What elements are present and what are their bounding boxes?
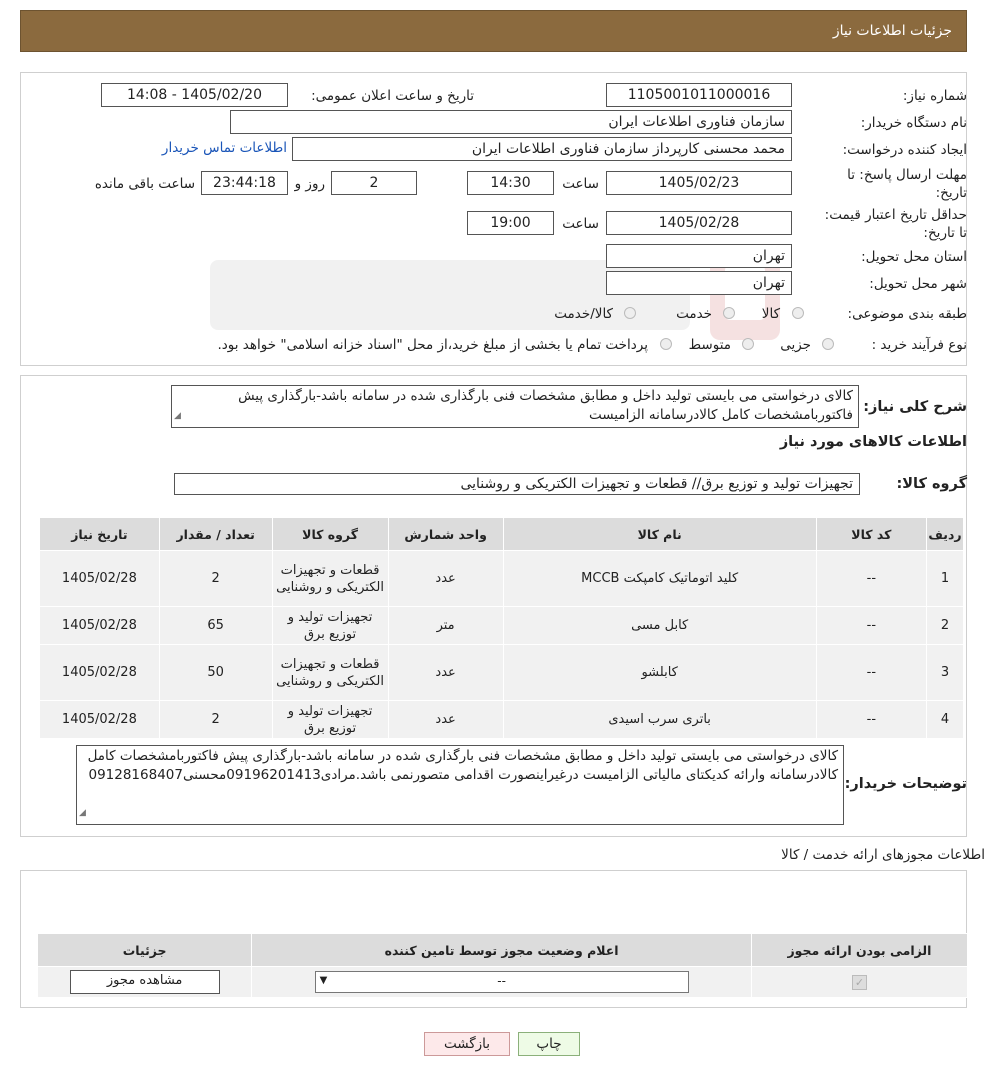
announce-label: تاریخ و ساعت اعلان عمومی: [311, 88, 474, 104]
permit-status-select[interactable] [315, 971, 689, 993]
category-goods-service-radio[interactable] [624, 307, 636, 319]
cell-date: 1405/02/28 [40, 607, 160, 645]
col-permit-status: اعلام وضعیت مجوز توسط تامین کننده [252, 934, 752, 967]
category-goods-radio[interactable] [792, 307, 804, 319]
cell-qty: 65 [159, 607, 272, 645]
need-number-label: شماره نیاز: [902, 88, 967, 104]
price-validity-time-field: 19:00 [467, 211, 554, 235]
col-row: ردیف [927, 518, 964, 551]
checkmark-icon: ✓ [852, 975, 867, 990]
col-unit: واحد شمارش [388, 518, 503, 551]
category-service-radio[interactable] [723, 307, 735, 319]
city-label: شهر محل تحویل: [869, 276, 967, 292]
description-text: کالای درخواستی می بایستی تولید داخل و مطابق مشخصات فنی بارگذاری شده در سامانه باشد-بارگذاری پیش فاکتوربامشخصات کامل کالادرسامانه الزامیست [238, 388, 853, 423]
creator-field: محمد محسنی کارپرداز سازمان فناوری اطلاعات ایران [292, 137, 792, 161]
cell-qty: 2 [159, 701, 272, 739]
col-group: گروه کالا [272, 518, 388, 551]
print-button[interactable]: چاپ [518, 1032, 580, 1056]
process-medium-radio[interactable] [742, 338, 754, 350]
cell-row: 1 [927, 551, 964, 607]
resize-grip-icon[interactable]: ◢ [174, 411, 181, 421]
deadline-date-field: 1405/02/23 [606, 171, 792, 195]
deadline-time-label: ساعت [562, 176, 599, 192]
category-label: طبقه بندی موضوعی: [847, 306, 967, 322]
table-row [40, 607, 964, 645]
col-date: تاریخ نیاز [40, 518, 160, 551]
buyer-org-field: سازمان فناوری اطلاعات ایران [230, 110, 792, 134]
city-field: تهران [606, 271, 792, 295]
description-textarea[interactable] [171, 385, 859, 428]
permit-required-cell [751, 967, 967, 998]
process-type-label: نوع فرآیند خرید : [871, 337, 967, 353]
buyer-org-label: نام دستگاه خریدار: [860, 115, 967, 131]
announce-datetime-field: 1405/02/20 - 14:08 [101, 83, 288, 107]
col-permit-required: الزامی بودن ارائه مجوز [751, 934, 967, 967]
col-name: نام کالا [503, 518, 816, 551]
permits-table [37, 933, 968, 998]
creator-label: ایجاد کننده درخواست: [842, 142, 967, 158]
cell-name: کلید اتوماتیک کامپکت MCCB [503, 551, 816, 607]
description-label: شرح کلی نیاز: [863, 399, 967, 415]
cell-name: باتری سرب اسیدی [503, 701, 816, 739]
view-permit-button[interactable]: مشاهده مجوز [70, 970, 220, 994]
process-medium-label: متوسط [688, 337, 731, 353]
category-service-label: خدمت [676, 306, 712, 322]
cell-unit: عدد [388, 645, 503, 701]
col-qty: تعداد / مقدار [159, 518, 272, 551]
buyer-notes-textarea[interactable] [76, 745, 844, 825]
table-row [40, 551, 964, 607]
cell-code: -- [816, 645, 926, 701]
process-minor-radio[interactable] [822, 338, 834, 350]
chevron-down-icon: ▼ [319, 975, 328, 986]
days-remaining-field: 2 [331, 171, 417, 195]
deadline-label: مهلت ارسال پاسخ: تا تاریخ: [847, 167, 967, 201]
permit-status-cell [252, 967, 752, 998]
cell-qty: 50 [159, 645, 272, 701]
page-header [20, 10, 967, 52]
remaining-time-field: 23:44:18 [201, 171, 288, 195]
cell-qty: 2 [159, 551, 272, 607]
cell-unit: عدد [388, 701, 503, 739]
cell-date: 1405/02/28 [40, 551, 160, 607]
validity-time-label: ساعت [562, 216, 599, 232]
back-button[interactable]: بازگشت [424, 1032, 510, 1056]
treasury-payment-note: پرداخت تمام یا بخشی از مبلغ خرید،از محل "اسناد خزانه اسلامی" خواهد بود. [217, 337, 648, 353]
process-minor-label: جزیی [780, 337, 811, 353]
days-label: روز و [294, 176, 325, 192]
buyer-notes-text: کالای درخواستی می بایستی تولید داخل و مطابق مشخصات فنی بارگذاری شده در سامانه باشد-بارگذاری پیش فاکتوربامشخصات کامل کالادرسامانه وارائه کدیکتای مالیاتی الزامیست درغیراینصورت اقدامی متصورنمی باشد.مرادی09196201413محسنی09128168407 [87, 748, 838, 783]
table-row [40, 701, 964, 739]
cell-row: 3 [927, 645, 964, 701]
buyer-notes-label: توضیحات خریدار: [844, 776, 967, 792]
deadline-time-field: 14:30 [467, 171, 554, 195]
page-title: جزئیات اطلاعات نیاز [832, 23, 952, 39]
cell-group: تجهیزات تولید و توزیع برق [272, 701, 388, 739]
price-validity-date-field: 1405/02/28 [606, 211, 792, 235]
province-field: تهران [606, 244, 792, 268]
table-row [38, 967, 968, 998]
goods-table-header [40, 518, 964, 551]
remaining-time-label: ساعت باقی مانده [94, 176, 195, 192]
permits-table-header [38, 934, 968, 967]
goods-info-title: اطلاعات کالاهای مورد نیاز [779, 434, 967, 450]
cell-date: 1405/02/28 [40, 701, 160, 739]
goods-group-field: تجهیزات تولید و توزیع برق// قطعات و تجهیزات الکتریکی و روشنایی [174, 473, 860, 495]
goods-group-label: گروه کالا: [896, 476, 967, 492]
goods-table [39, 517, 964, 739]
treasury-payment-checkbox[interactable] [660, 338, 672, 350]
col-code: کد کالا [816, 518, 926, 551]
need-number-field: 1105001011000016 [606, 83, 792, 107]
cell-code: -- [816, 701, 926, 739]
cell-unit: عدد [388, 551, 503, 607]
cell-date: 1405/02/28 [40, 645, 160, 701]
cell-name: کابلشو [503, 645, 816, 701]
permit-details-cell [38, 967, 252, 998]
price-validity-label: حداقل تاریخ اعتبار قیمت: تا تاریخ: [824, 207, 967, 241]
cell-name: کابل مسی [503, 607, 816, 645]
resize-grip-icon[interactable]: ◢ [79, 808, 86, 818]
cell-unit: متر [388, 607, 503, 645]
col-permit-details: جزئیات [38, 934, 252, 967]
permit-status-value: -- [497, 974, 506, 988]
cell-code: -- [816, 607, 926, 645]
cell-code: -- [816, 551, 926, 607]
table-row [40, 645, 964, 701]
category-goods-service-label: کالا/خدمت [554, 306, 613, 322]
cell-group: تجهیزات تولید و توزیع برق [272, 607, 388, 645]
province-label: استان محل تحویل: [861, 249, 967, 265]
buyer-contact-link[interactable]: اطلاعات تماس خریدار [161, 140, 287, 156]
category-goods-label: کالا [761, 306, 780, 322]
cell-group: قطعات و تجهیزات الکتریکی و روشنایی [272, 645, 388, 701]
cell-row: 4 [927, 701, 964, 739]
cell-row: 2 [927, 607, 964, 645]
permits-title: اطلاعات مجوزهای ارائه خدمت / کالا [781, 847, 985, 863]
cell-group: قطعات و تجهیزات الکتریکی و روشنایی [272, 551, 388, 607]
